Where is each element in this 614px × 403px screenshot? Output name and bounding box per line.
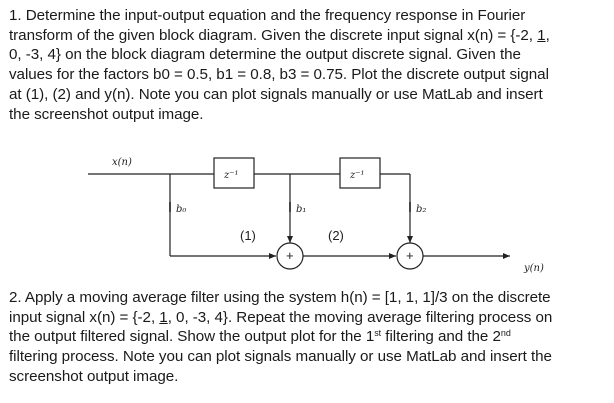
q2-line-3 [9, 327, 609, 347]
question-2-text [9, 288, 609, 387]
q2-line-2-pre: input signal x(n) = {-2, [9, 308, 160, 326]
q2-line-3-pre: the output filtered signal. Show the output plot for the 1 [9, 328, 375, 346]
q2-line-2-post: , 0, -3, 4}. Repeat the moving average filtering process on [167, 308, 553, 326]
q1-line-2-text: transform of the given block diagram. Given the discrete input signal x(n) = {-2, [9, 26, 538, 44]
q1-line-2 [9, 26, 609, 46]
q1-line-3: 0, -3, 4} on the block diagram determine the output discrete signal. Given the [9, 46, 521, 64]
question-1-text [9, 6, 609, 124]
q2-underlined-value: 1 [159, 308, 168, 326]
gain-b2-label: b₂ [416, 204, 427, 215]
q1-line-1: 1. Determine the input-output equation and the frequency response in Fourier [9, 7, 526, 24]
q1-line-5: at (1), (2) and y(n). Note you can plot signals manually or use MatLab and insert [9, 85, 543, 103]
q2-line-2 [9, 308, 609, 328]
block-diagram [0, 140, 614, 288]
q2-line-5: screenshot output image. [9, 367, 179, 385]
node-1-label: (1) [240, 228, 256, 243]
input-label: x(n) [112, 157, 132, 168]
q2-line-3-mid: filtering and the 2 [381, 328, 501, 346]
q1-underlined-value: 1 [537, 26, 546, 44]
q2-sup-st: st [374, 328, 382, 339]
q1-line-6: the screenshot output image. [9, 105, 204, 123]
q1-line-4: values for the factors b0 = 0.5, b1 = 0.8, b3 = 0.75. Plot the discrete output signal [9, 66, 549, 84]
summer-2-plus: + [406, 248, 414, 263]
delay-2-label: z⁻¹ [350, 170, 365, 181]
q2-sup-nd: nd [500, 328, 511, 339]
q2-line-4: filtering process. Note you can plot signals manually or use MatLab and insert the [9, 348, 552, 366]
gain-b0-label: b₀ [176, 204, 187, 215]
output-label: y(n) [524, 263, 544, 274]
node-2-label: (2) [328, 228, 344, 243]
summer-1-plus: + [286, 248, 294, 263]
q2-line-1: 2. Apply a moving average filter using the system h(n) = [1, 1, 1]/3 on the discrete [9, 289, 551, 306]
gain-b1-label: b₁ [296, 204, 307, 215]
q1-line-2-comma: , [545, 26, 550, 44]
delay-1-label: z⁻¹ [224, 170, 239, 181]
